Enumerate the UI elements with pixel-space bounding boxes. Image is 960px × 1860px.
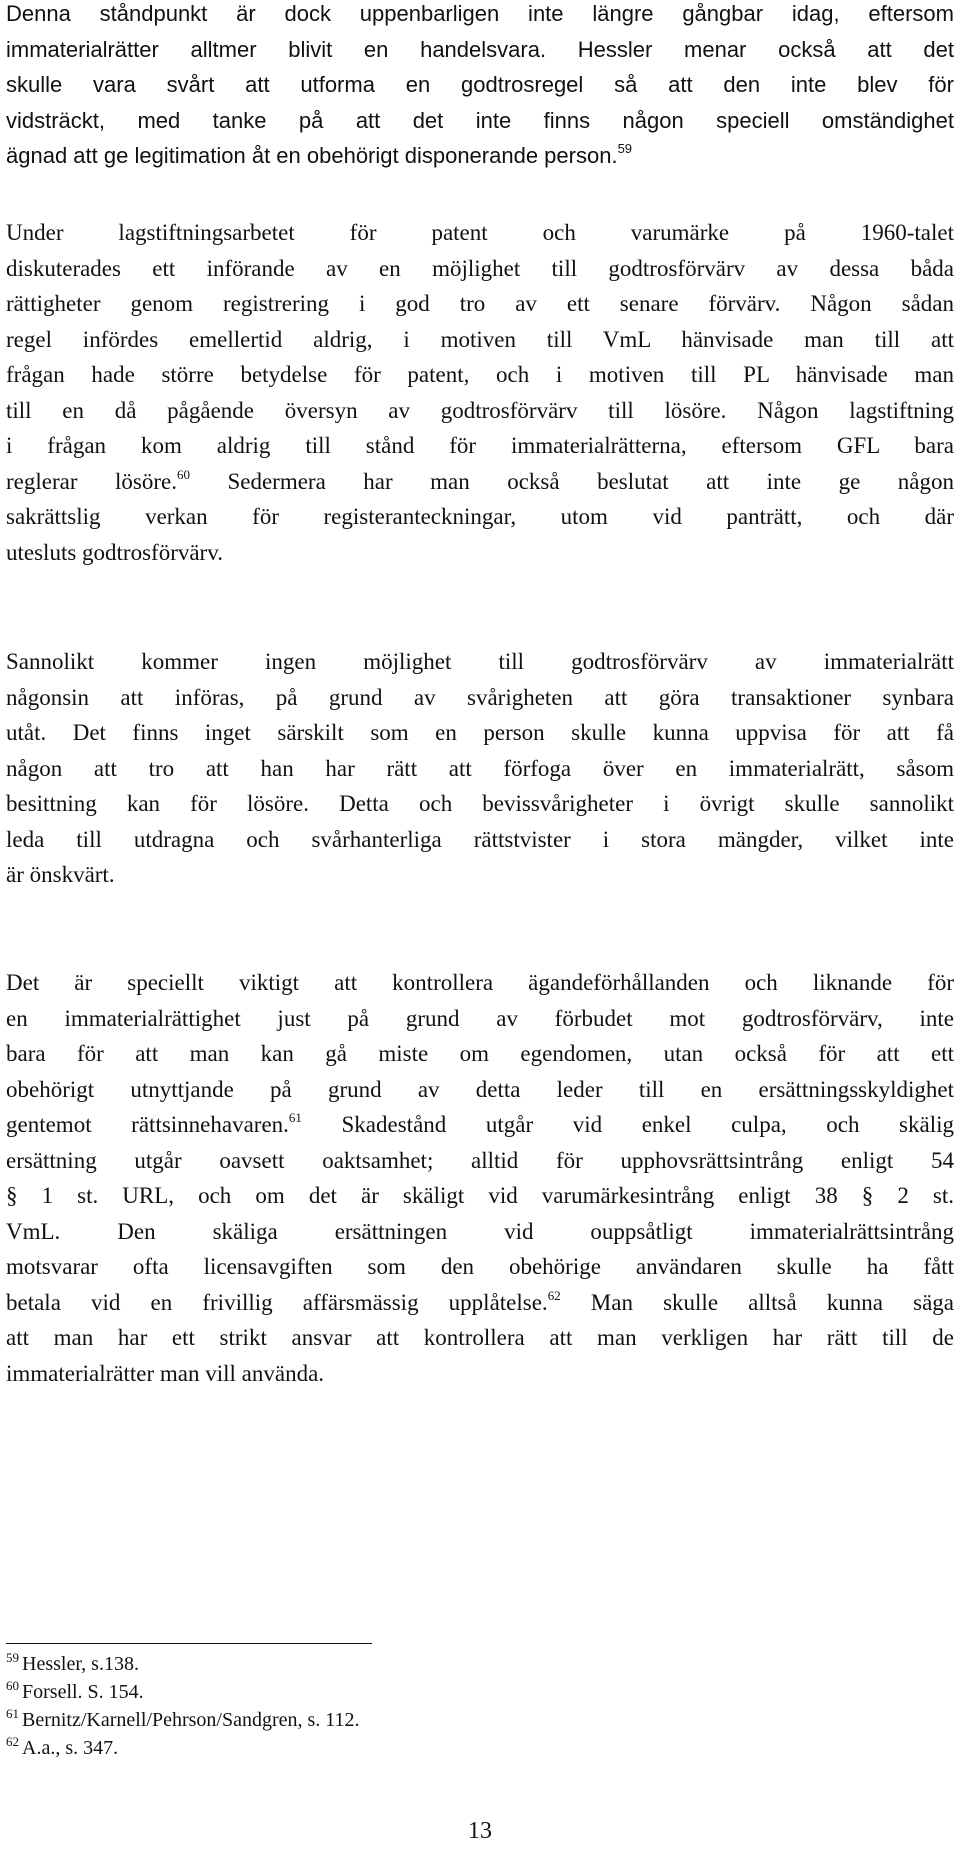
line-text: reglerar lösöre. xyxy=(6,468,177,494)
text-line: någon att tro att han har rätt att förfoga över en immaterialrätt, såsom xyxy=(6,755,954,781)
text-line: skulle vara svårt att utforma en godtrosregel så att den inte blev för xyxy=(6,72,954,97)
footnote-number: 62 xyxy=(6,1734,19,1749)
text-line: utåt. Det finns inget särskilt som en person skulle kunna uppvisa för att få xyxy=(6,720,954,745)
text-line: besittning kan för lösöre. Detta och bevissvårigheter i övrigt skulle sannolikt xyxy=(6,791,954,816)
footnote xyxy=(6,1706,954,1734)
line-text: ägnad att ge legitimation åt en obehörigt disponerande person. xyxy=(6,143,618,168)
footnote-ref-61[interactable]: 61 xyxy=(288,1110,302,1125)
footnote-text: Bernitz/Karnell/Pehrson/Sandgren, s. 112. xyxy=(22,1709,360,1731)
footnote-ref-59[interactable]: 59 xyxy=(617,141,633,156)
text-line: någonsin att införas, på grund av svårigheten att göra transaktioner synbara xyxy=(6,684,954,710)
paragraph-2 xyxy=(6,215,954,570)
text-line: motsvarar ofta licensavgiften som den obehörige användaren skulle ha fått xyxy=(6,1254,954,1279)
footnote-text: Hessler, s.138. xyxy=(22,1653,139,1675)
text-line: diskuterades ett införande av en möjlighet till godtrosförvärv av dessa båda xyxy=(6,255,954,281)
text-line: till en då pågående översyn av godtrosförvärv till lösöre. Någon lagstiftning xyxy=(6,397,954,423)
text-line: § 1 st. URL, och om det är skäligt vid varumärkesintrång enligt 38 § 2 st. xyxy=(6,1183,954,1208)
text-line: en immaterialrättighet just på grund av förbudet mot godtrosförvärv, inte xyxy=(6,1005,954,1031)
paragraph-4 xyxy=(6,965,954,1391)
text-line: leda till utdragna och svårhanterliga rättstvister i stora mängder, vilket inte xyxy=(6,826,954,852)
footnote-ref-62[interactable]: 62 xyxy=(547,1287,561,1303)
text-line: obehörigt utnyttjande på grund av detta leder till en ersättningsskyldighet xyxy=(6,1076,954,1102)
text-line: rättigheter genom registrering i god tro av ett senare förvärv. Någon sådan xyxy=(6,291,954,316)
paragraph-1 xyxy=(6,0,954,174)
text-line: ersättning utgår oavsett oaktsamhet; alltid för upphovsrättsintrång enligt 54 xyxy=(6,1147,954,1173)
footnote-text: A.a., s. 347. xyxy=(22,1737,119,1759)
text-line: vidsträckt, med tanke på att det inte finns någon speciell omständighet xyxy=(6,107,954,133)
text-line: sakrättslig verkan för registeranteckningar, utom vid panträtt, och där xyxy=(6,504,954,529)
footnote xyxy=(6,1678,954,1706)
text-line: Sannolikt kommer ingen möjlighet till godtrosförvärv av immaterialrätt xyxy=(6,649,954,674)
document-page xyxy=(6,0,954,1860)
footnote-separator xyxy=(6,1643,372,1644)
footnote-number: 61 xyxy=(6,1706,19,1721)
line-text-continued: Skadestånd utgår vid enkel culpa, och skälig xyxy=(301,1112,954,1137)
footnote-number: 60 xyxy=(6,1678,19,1693)
text-line: att man har ett strikt ansvar att kontrollera att man verkligen har rätt till de xyxy=(6,1325,954,1350)
line-text: gentemot rättsinnehavaren. xyxy=(6,1112,289,1137)
text-line xyxy=(6,1107,954,1143)
text-line: Under lagstiftningsarbetet för patent och varumärke på 1960-talet xyxy=(6,220,954,245)
footnote-text: Forsell. S. 154. xyxy=(22,1681,144,1703)
text-line: frågan hade större betydelse för patent, och i motiven till PL hänvisade man xyxy=(6,362,954,387)
paragraph-3 xyxy=(6,644,954,893)
text-line: utesluts godtrosförvärv. xyxy=(6,539,223,565)
line-text-continued: Man skulle alltså kunna säga xyxy=(560,1289,954,1315)
text-line: immaterialrätter man vill använda. xyxy=(6,1360,325,1386)
footnote-ref-60[interactable]: 60 xyxy=(176,466,190,482)
footnote xyxy=(6,1734,954,1762)
text-line: immaterialrätter alltmer blivit en handelsvara. Hessler menar också att det xyxy=(6,36,954,62)
text-line: VmL. Den skäliga ersättningen vid ouppsåtligt immaterialrättsintrång xyxy=(6,1218,954,1244)
text-line xyxy=(6,138,954,174)
footnotes xyxy=(6,1650,954,1762)
text-line xyxy=(6,464,954,500)
text-line: regel infördes emellertid aldrig, i motiven till VmL hänvisade man till att xyxy=(6,326,954,352)
footnote xyxy=(6,1650,954,1678)
line-text-continued: Sedermera har man också beslutat att inte ge någon xyxy=(189,468,954,494)
text-line: Det är speciellt viktigt att kontrollera ägandeförhållanden och liknande för xyxy=(6,970,954,995)
text-line: är önskvärt. xyxy=(6,862,115,887)
text-line: Denna ståndpunkt är dock uppenbarligen inte längre gångbar idag, eftersom xyxy=(6,1,954,26)
text-line: bara för att man kan gå miste om egendomen, utan också för att ett xyxy=(6,1041,954,1066)
footnote-number: 59 xyxy=(6,1650,19,1665)
text-line xyxy=(6,1285,954,1321)
page-number: 13 xyxy=(468,1818,492,1844)
line-text: betala vid en frivillig affärsmässig upplåtelse. xyxy=(6,1289,548,1315)
text-line: i frågan kom aldrig till stånd för immaterialrätterna, eftersom GFL bara xyxy=(6,433,954,458)
